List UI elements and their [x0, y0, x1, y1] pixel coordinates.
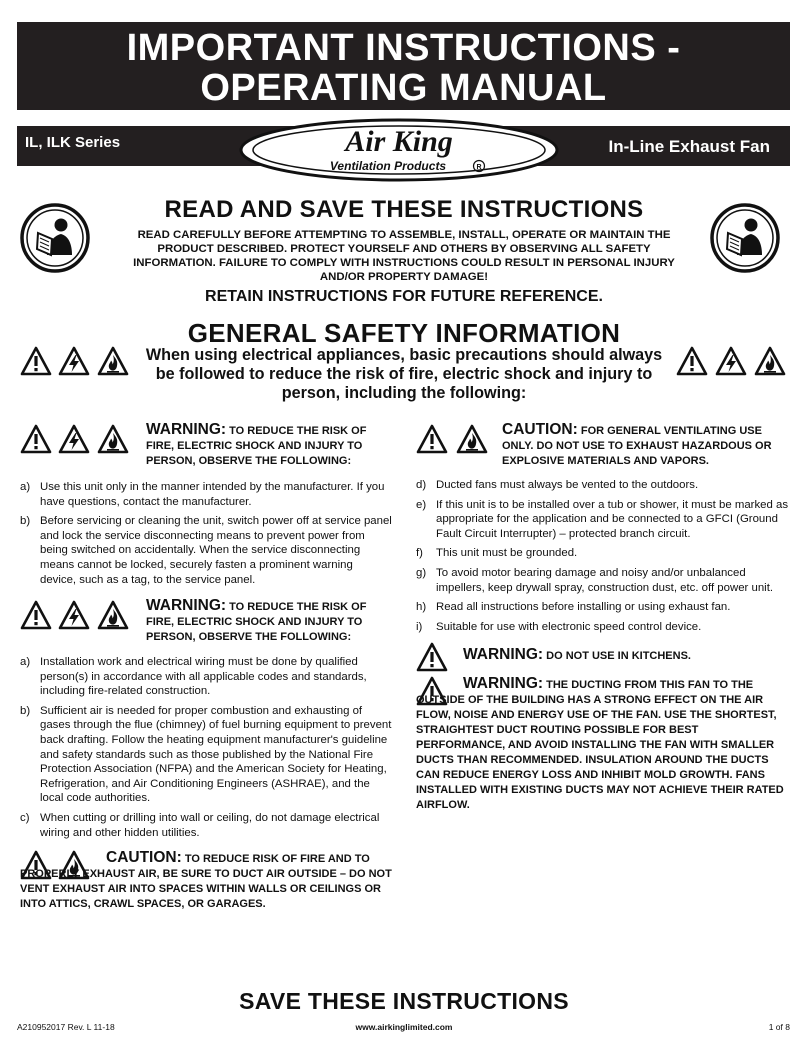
warning-block-2 — [146, 598, 376, 645]
fire-hazard-icon — [97, 600, 129, 630]
logo-brand: Air King — [345, 125, 453, 158]
logo-registered-mark: R — [476, 164, 482, 171]
exclamation-warning-icon — [20, 600, 52, 630]
read-manual-icon — [710, 203, 780, 273]
caution-text: FOR GENERAL VENTILATING USE ONLY. DO NOT USE TO EXHAUST HAZARDOUS OR EXPLOSIVE MATERIALS AND VAPORS. — [502, 425, 772, 467]
list-item: h) Read all instructions before installing or using exhaust fan. — [416, 601, 731, 614]
electric-shock-icon — [58, 424, 90, 454]
fire-hazard-icon — [456, 424, 488, 454]
fire-hazard-icon — [97, 424, 129, 454]
list-item: b) Sufficient air is needed for proper combustion and exhausting of gases through the flue (chimney) of fuel burning equipment to prevent back drafting. Follow the heating equipment manufacturer's guideline and safety standards such as those published by the National Fire Protection Association (NFPA) and the American Society for Heating, Refrigeration, and Air Conditioning Engineers (ASHRAE), and the local code authorities. — [20, 704, 392, 805]
exclamation-warning-icon — [416, 642, 448, 672]
electric-shock-icon — [58, 600, 90, 630]
document-title — [17, 22, 790, 110]
caution-label: CAUTION: — [106, 849, 182, 866]
warning-text: DO NOT USE IN KITCHENS. — [546, 650, 691, 662]
fire-hazard-icon — [97, 346, 129, 376]
warning-text: TO REDUCE THE RISK OF FIRE, ELECTRIC SHOCK AND INJURY TO PERSON, OBSERVE THE FOLLOWING: — [146, 601, 367, 643]
electric-shock-icon — [58, 346, 90, 376]
read-manual-icon — [20, 203, 90, 273]
warning-label: WARNING: — [146, 597, 227, 614]
title-line-2: OPERATING MANUAL — [200, 67, 607, 109]
exclamation-warning-icon — [676, 346, 708, 376]
retain-notice: RETAIN INSTRUCTIONS FOR FUTURE REFERENCE. — [205, 288, 603, 305]
right-list — [416, 478, 790, 639]
logo-subtitle: Ventilation Products — [329, 159, 447, 173]
warning-block-4 — [416, 676, 788, 813]
save-instructions-footer: SAVE THESE INSTRUCTIONS — [239, 988, 569, 1014]
air-king-logo — [238, 118, 560, 182]
list-item: b) Before servicing or cleaning the unit, switch power off at service panel and lock the service disconnecting means to prevent power from being switched on accidentally. When the service disconnecting means cannot be locked, securely fasten a prominent warning device, such as a tag, to the service panel. — [20, 515, 392, 586]
general-safety-text: When using electrical appliances, basic precautions should always be followed to reduce the risk of fire, electric shock and injury to person, including the following: — [145, 346, 663, 402]
product-name: In-Line Exhaust Fan — [608, 137, 770, 156]
series-name: IL, ILK Series — [25, 134, 121, 151]
list-item: d) Ducted fans must always be vented to the outdoors. — [416, 479, 699, 491]
caution-block-left — [20, 850, 392, 912]
fire-hazard-icon — [754, 346, 786, 376]
caution-block-right — [502, 422, 792, 469]
warning-text: TO REDUCE THE RISK OF FIRE, ELECTRIC SHOCK AND INJURY TO PERSON, OBSERVE THE FOLLOWING: — [146, 425, 367, 467]
exclamation-warning-icon — [20, 346, 52, 376]
title-line-1: IMPORTANT INSTRUCTIONS - — [126, 27, 681, 69]
general-safety-heading: GENERAL SAFETY INFORMATION — [187, 318, 621, 348]
warning-label: WARNING: — [146, 421, 227, 438]
list-item: a) Use this unit only in the manner intended by the manufacturer. If you have questions, contact the manufacturer. — [20, 481, 385, 508]
list-item: i) Suitable for use with electronic speed control device. — [416, 620, 702, 633]
caution-text: TO REDUCE RISK OF FIRE AND TO PROPERLY EXHAUST AIR, BE SURE TO DUCT AIR OUTSIDE – DO NOT VENT EXHAUST AIR INTO SPACES WITHIN WALLS OR CEILINGS OR INTO ATTICS, CRAWL SPACES, OR GARAGES. — [20, 853, 392, 910]
page-number: 1 of 8 — [768, 1022, 790, 1032]
warning-label: WARNING: — [463, 675, 544, 692]
list-item: f) This unit must be grounded. — [416, 547, 578, 560]
exclamation-warning-icon — [416, 424, 448, 454]
left-list-1 — [20, 480, 392, 592]
warning-label: WARNING: — [463, 646, 544, 663]
warning-block-3 — [463, 647, 783, 664]
read-save-heading: READ AND SAVE THESE INSTRUCTIONS — [164, 196, 644, 223]
list-item: g) To avoid motor bearing damage and noisy and/or unbalanced impellers, keep drywall spray, construction dust, etc. off power unit. — [416, 566, 774, 594]
left-list-2 — [20, 655, 392, 845]
warning-text: THE DUCTING FROM THIS FAN TO THE OUTSIDE OF THE BUILDING HAS A STRONG EFFECT ON THE AIR FLOW, NOISE AND ENERGY USE OF THE FAN. USE THE SHORTEST, STRAIGHTEST DUCT ROUTING POSSIBLE FOR BEST PERFORMANCE, AND AVOID INSTALLING THE FAN WITH SMALLER DUCTS THAN RECOMMENDED. INSULATION AROUND THE DUCTS CAN REDUCE ENERGY LOSS AND INHIBIT MOLD GROWTH. FANS INSTALLED WITH EXISTING DUCTS MAY NOT ACHIEVE THEIR RATED AIRFLOW. — [416, 679, 784, 811]
website-link[interactable]: www.airkinglimited.com — [355, 1022, 453, 1032]
document-id: A210952017 Rev. L 11-18 — [17, 1022, 115, 1032]
exclamation-warning-icon — [20, 424, 52, 454]
list-item: e) If this unit is to be installed over a tub or shower, it must be marked as appropriate for the application and be connected to a GFCI (Ground Fault Circuit Interrupter) – protected branch circuit. — [416, 498, 789, 540]
warning-block-1 — [146, 422, 376, 469]
read-save-text: READ CAREFULLY BEFORE ATTEMPTING TO ASSEMBLE, INSTALL, OPERATE OR MAINTAIN THE PRODUCT DESCRIBED. PROTECT YOURSELF AND OTHERS BY OBSERVING ALL SAFETY INFORMATION. FAILURE TO COMPLY WITH INSTRUCTIONS COULD RESULT IN PERSONAL INJURY AND/OR PROPERTY DAMAGE! — [133, 229, 675, 283]
caution-label: CAUTION: — [502, 421, 578, 438]
list-item: c) When cutting or drilling into wall or ceiling, do not damage electrical wiring and other hidden utilities. — [20, 811, 380, 839]
electric-shock-icon — [715, 346, 747, 376]
list-item: a) Installation work and electrical wiring must be done by qualified person(s) in accordance with all applicable codes and standards, including fire-related construction. — [20, 656, 367, 698]
